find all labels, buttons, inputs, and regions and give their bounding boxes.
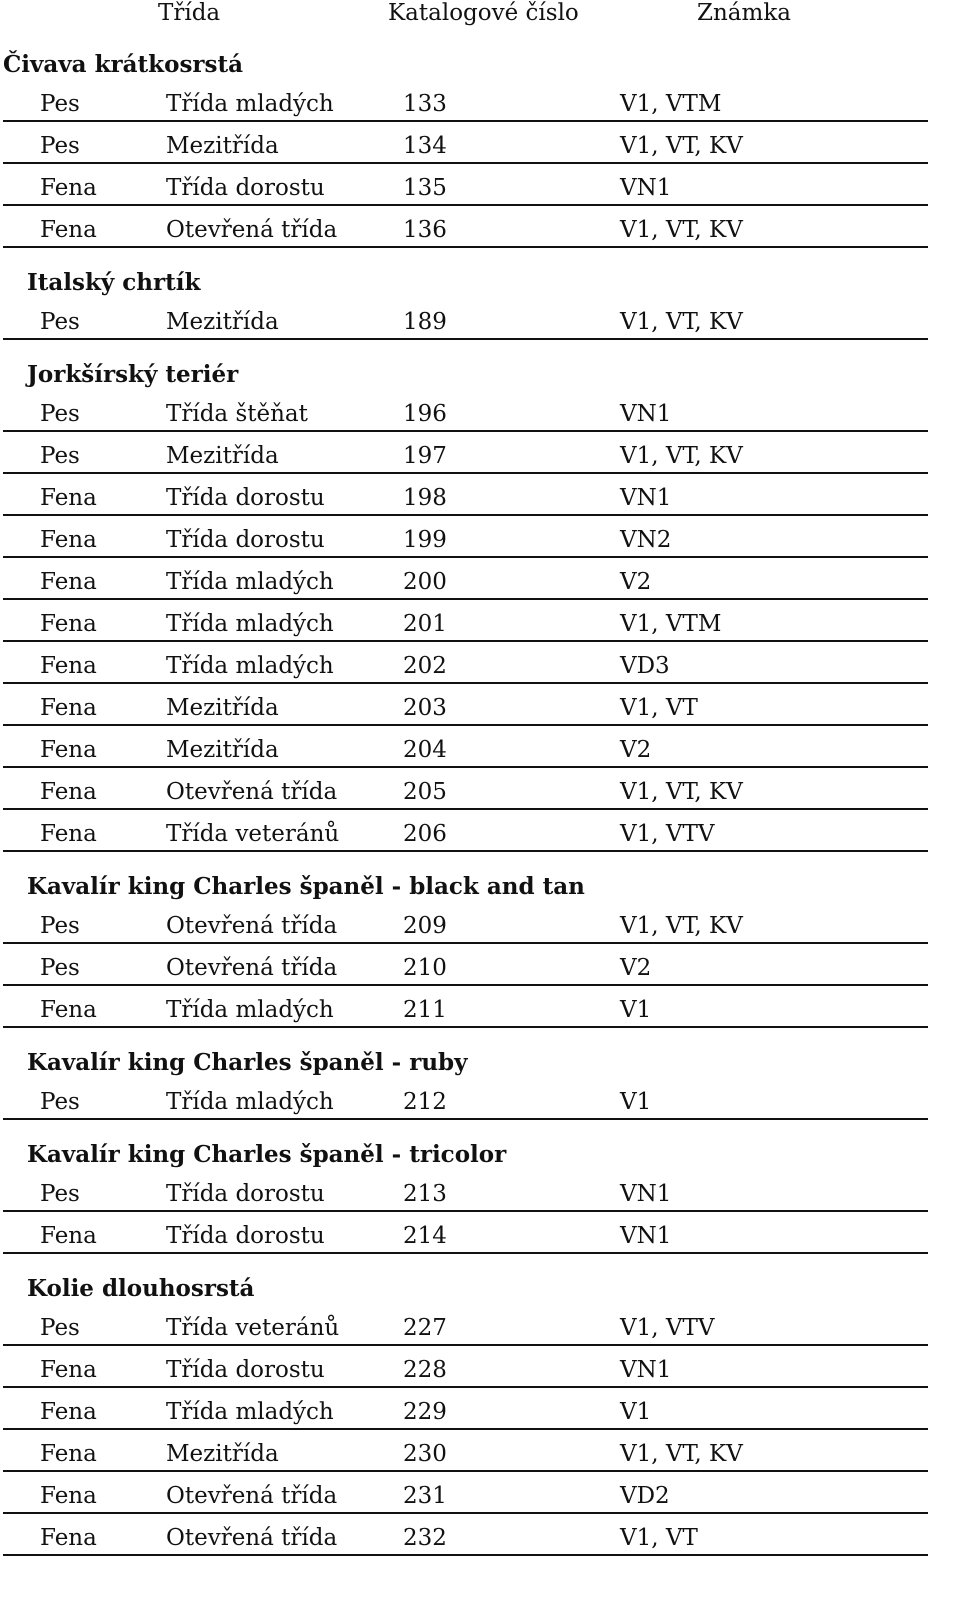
class-cell: Otevřená třída bbox=[166, 217, 338, 243]
catalog-number-cell: 227 bbox=[403, 1315, 447, 1341]
class-cell: Třída dorostu bbox=[166, 175, 325, 201]
sex-cell: Fena bbox=[40, 611, 97, 637]
catalog-number-cell: 136 bbox=[403, 217, 447, 243]
sex-cell: Pes bbox=[40, 443, 80, 469]
class-cell: Mezitřída bbox=[166, 443, 279, 469]
table-row bbox=[3, 1472, 928, 1514]
sex-cell: Pes bbox=[40, 401, 80, 427]
class-cell: Otevřená třída bbox=[166, 1483, 338, 1509]
catalog-number-cell: 228 bbox=[403, 1357, 447, 1383]
sex-cell: Pes bbox=[40, 1315, 80, 1341]
grade-cell: V1, VT, KV bbox=[620, 913, 743, 939]
catalog-number-cell: 205 bbox=[403, 779, 447, 805]
catalog-number-cell: 232 bbox=[403, 1525, 447, 1551]
class-cell: Třída mladých bbox=[166, 997, 334, 1023]
table-row bbox=[3, 1078, 928, 1120]
grade-cell: VN1 bbox=[620, 401, 672, 427]
breed-title: Kavalír king Charles španěl - black and tan bbox=[27, 873, 585, 900]
header-class: Třída bbox=[158, 0, 221, 26]
table-row bbox=[3, 1514, 928, 1556]
grade-cell: V2 bbox=[620, 955, 652, 981]
table-row bbox=[3, 902, 928, 944]
header-catalog-number: Katalogové číslo bbox=[388, 0, 579, 26]
grade-cell: V1, VT, KV bbox=[620, 133, 743, 159]
sex-cell: Fena bbox=[40, 997, 97, 1023]
grade-cell: VD3 bbox=[620, 653, 670, 679]
sex-cell: Fena bbox=[40, 1357, 97, 1383]
grade-cell: V2 bbox=[620, 737, 652, 763]
sex-cell: Fena bbox=[40, 1525, 97, 1551]
sex-cell: Fena bbox=[40, 821, 97, 847]
sex-cell: Fena bbox=[40, 1223, 97, 1249]
catalog-number-cell: 197 bbox=[403, 443, 447, 469]
table-row bbox=[3, 810, 928, 852]
class-cell: Otevřená třída bbox=[166, 779, 338, 805]
class-cell: Třída mladých bbox=[166, 653, 334, 679]
catalog-number-cell: 211 bbox=[403, 997, 447, 1023]
catalog-number-cell: 231 bbox=[403, 1483, 447, 1509]
table-row bbox=[3, 986, 928, 1028]
grade-cell: V2 bbox=[620, 569, 652, 595]
results-document bbox=[0, 50, 960, 1556]
sex-cell: Fena bbox=[40, 1441, 97, 1467]
grade-cell: VN1 bbox=[620, 1357, 672, 1383]
table-row bbox=[3, 684, 928, 726]
catalog-number-cell: 189 bbox=[403, 309, 447, 335]
class-cell: Otevřená třída bbox=[166, 1525, 338, 1551]
catalog-number-cell: 210 bbox=[403, 955, 447, 981]
sex-cell: Fena bbox=[40, 695, 97, 721]
table-row bbox=[3, 206, 928, 248]
breed-title: Čivava krátkosrstá bbox=[3, 51, 243, 78]
class-cell: Třída mladých bbox=[166, 1399, 334, 1425]
table-row bbox=[3, 642, 928, 684]
catalog-number-cell: 196 bbox=[403, 401, 447, 427]
table-row bbox=[3, 80, 928, 122]
class-cell: Třída dorostu bbox=[166, 485, 325, 511]
catalog-number-cell: 199 bbox=[403, 527, 447, 553]
sex-cell: Fena bbox=[40, 779, 97, 805]
catalog-number-cell: 135 bbox=[403, 175, 447, 201]
grade-cell: V1, VT, KV bbox=[620, 779, 743, 805]
sex-cell: Fena bbox=[40, 737, 97, 763]
grade-cell: VN1 bbox=[620, 1223, 672, 1249]
class-cell: Třída veteránů bbox=[166, 821, 340, 847]
sex-cell: Fena bbox=[40, 569, 97, 595]
class-cell: Třída mladých bbox=[166, 91, 334, 117]
class-cell: Otevřená třída bbox=[166, 955, 338, 981]
class-cell: Mezitřída bbox=[166, 737, 279, 763]
table-row bbox=[3, 1388, 928, 1430]
catalog-number-cell: 202 bbox=[403, 653, 447, 679]
class-cell: Mezitřída bbox=[166, 1441, 279, 1467]
grade-cell: V1, VT, KV bbox=[620, 309, 743, 335]
grade-cell: V1, VTV bbox=[620, 821, 715, 847]
grade-cell: V1, VT bbox=[620, 695, 698, 721]
grade-cell: V1, VTM bbox=[620, 91, 722, 117]
grade-cell: V1, VTM bbox=[620, 611, 722, 637]
catalog-number-cell: 214 bbox=[403, 1223, 447, 1249]
grade-cell: VN2 bbox=[620, 527, 672, 553]
class-cell: Třída dorostu bbox=[166, 1181, 325, 1207]
grade-cell: V1 bbox=[620, 997, 652, 1023]
class-cell: Otevřená třída bbox=[166, 913, 338, 939]
sex-cell: Fena bbox=[40, 485, 97, 511]
class-cell: Třída dorostu bbox=[166, 1357, 325, 1383]
table-row bbox=[3, 516, 928, 558]
header-grade: Známka bbox=[697, 0, 791, 26]
grade-cell: V1, VT bbox=[620, 1525, 698, 1551]
table-row bbox=[3, 1430, 928, 1472]
breed-title: Jorkšírský teriér bbox=[27, 361, 239, 388]
sex-cell: Fena bbox=[40, 1483, 97, 1509]
sex-cell: Fena bbox=[40, 217, 97, 243]
class-cell: Třída mladých bbox=[166, 611, 334, 637]
grade-cell: V1 bbox=[620, 1089, 652, 1115]
catalog-number-cell: 133 bbox=[403, 91, 447, 117]
sex-cell: Pes bbox=[40, 133, 80, 159]
grade-cell: VN1 bbox=[620, 485, 672, 511]
catalog-number-cell: 229 bbox=[403, 1399, 447, 1425]
table-row bbox=[3, 298, 928, 340]
table-row bbox=[3, 600, 928, 642]
catalog-number-cell: 134 bbox=[403, 133, 447, 159]
table-row bbox=[3, 164, 928, 206]
table-row bbox=[3, 726, 928, 768]
class-cell: Třída mladých bbox=[166, 1089, 334, 1115]
catalog-number-cell: 209 bbox=[403, 913, 447, 939]
class-cell: Třída mladých bbox=[166, 569, 334, 595]
grade-cell: VN1 bbox=[620, 175, 672, 201]
grade-cell: V1, VT, KV bbox=[620, 1441, 743, 1467]
table-row bbox=[3, 390, 928, 432]
breed-title: Kavalír king Charles španěl - tricolor bbox=[27, 1141, 507, 1168]
catalog-number-cell: 230 bbox=[403, 1441, 447, 1467]
table-row bbox=[3, 432, 928, 474]
sex-cell: Pes bbox=[40, 1089, 80, 1115]
catalog-number-cell: 203 bbox=[403, 695, 447, 721]
table-row bbox=[3, 474, 928, 516]
catalog-number-cell: 204 bbox=[403, 737, 447, 763]
catalog-number-cell: 200 bbox=[403, 569, 447, 595]
grade-cell: VD2 bbox=[620, 1483, 670, 1509]
class-cell: Mezitřída bbox=[166, 133, 279, 159]
catalog-number-cell: 212 bbox=[403, 1089, 447, 1115]
class-cell: Třída dorostu bbox=[166, 527, 325, 553]
breed-title: Kavalír king Charles španěl - ruby bbox=[27, 1049, 468, 1076]
catalog-number-cell: 206 bbox=[403, 821, 447, 847]
table-header bbox=[0, 0, 960, 34]
table-row bbox=[3, 768, 928, 810]
sex-cell: Fena bbox=[40, 653, 97, 679]
catalog-number-cell: 213 bbox=[403, 1181, 447, 1207]
grade-cell: V1, VT, KV bbox=[620, 443, 743, 469]
class-cell: Třída dorostu bbox=[166, 1223, 325, 1249]
grade-cell: VN1 bbox=[620, 1181, 672, 1207]
catalog-number-cell: 198 bbox=[403, 485, 447, 511]
breed-title: Kolie dlouhosrstá bbox=[27, 1275, 255, 1302]
class-cell: Třída veteránů bbox=[166, 1315, 340, 1341]
grade-cell: V1, VTV bbox=[620, 1315, 715, 1341]
table-row bbox=[3, 944, 928, 986]
table-row bbox=[3, 122, 928, 164]
grade-cell: V1 bbox=[620, 1399, 652, 1425]
table-row bbox=[3, 1346, 928, 1388]
grade-cell: V1, VT, KV bbox=[620, 217, 743, 243]
sex-cell: Pes bbox=[40, 1181, 80, 1207]
class-cell: Třída štěňat bbox=[166, 401, 308, 427]
sex-cell: Fena bbox=[40, 1399, 97, 1425]
table-row bbox=[3, 1170, 928, 1212]
catalog-number-cell: 201 bbox=[403, 611, 447, 637]
sex-cell: Pes bbox=[40, 913, 80, 939]
table-row bbox=[3, 1304, 928, 1346]
class-cell: Mezitřída bbox=[166, 309, 279, 335]
sex-cell: Pes bbox=[40, 91, 80, 117]
sex-cell: Fena bbox=[40, 527, 97, 553]
class-cell: Mezitřída bbox=[166, 695, 279, 721]
table-row bbox=[3, 1212, 928, 1254]
sex-cell: Pes bbox=[40, 955, 80, 981]
sex-cell: Fena bbox=[40, 175, 97, 201]
sex-cell: Pes bbox=[40, 309, 80, 335]
breed-title: Italský chrtík bbox=[27, 269, 201, 296]
table-row bbox=[3, 558, 928, 600]
